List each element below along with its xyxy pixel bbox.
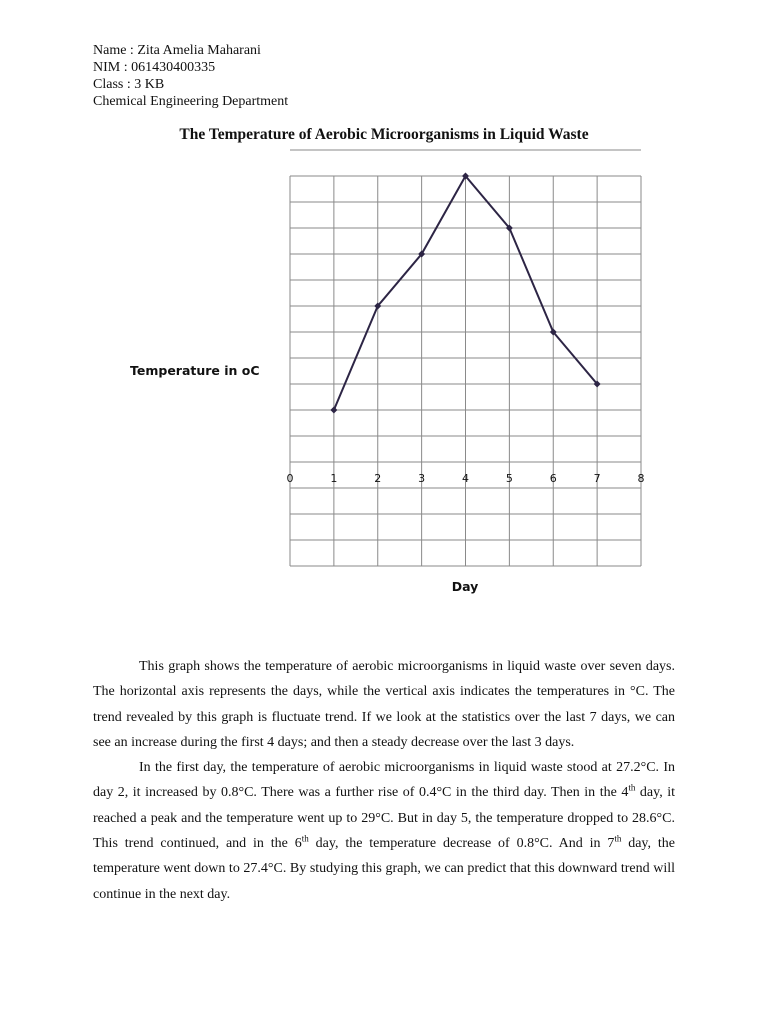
x-tick-label: 6 [549, 472, 557, 485]
superscript-7th: th [614, 833, 622, 844]
y-axis-label: Temperature in oC [130, 363, 260, 378]
student-class: Class : 3 KB [93, 77, 165, 92]
x-tick-label: 3 [418, 472, 426, 485]
superscript-6th: th [301, 833, 309, 844]
student-name: Name : Zita Amelia Maharani [93, 43, 261, 58]
x-axis-label: Day [451, 579, 479, 594]
paragraph-2-part-a: In the first day, the temperature of aerobic microorganisms in liquid waste stood at 27.2°C. In day 2, it increased by 0.8°C. There was a further rise of 0.4°C in the third day. Then in the 4 [93, 760, 675, 801]
x-tick-label: 8 [637, 472, 645, 485]
chart-title: The Temperature of Aerobic Microorganisms in Liquid Waste [179, 126, 589, 143]
x-tick-label: 0 [286, 472, 294, 485]
description [93, 654, 675, 907]
student-nim: NIM : 061430400335 [93, 60, 216, 75]
chart-grid [290, 150, 641, 566]
paragraph-2-part-b: day, it reached a peak and the temperature went up to 29°C. But in day 5, the temperature dropped to 28.6°C. This trend continued, and in the 6 [93, 785, 675, 852]
x-tick-label: 1 [330, 472, 338, 485]
paragraph-1: This graph shows the temperature of aerobic microorganisms in liquid waste over seven days. The horizontal axis represents the days, while the vertical axis indicates the temperatures in °C. The trend revealed by this graph is fluctuate trend. If we look at the statistics over the last 7 days, we can see an increase during the first 4 days; and then a steady decrease over the last 3 days. [93, 659, 675, 750]
superscript-4th: th [628, 782, 636, 793]
x-tick-label: 2 [374, 472, 382, 485]
x-axis-ticks [287, 472, 645, 485]
paragraph-2-part-c: day, the temperature decrease of 0.8°C. And in 7 [308, 836, 615, 852]
paragraph-2-part-d: day, the temperature went down to 27.4°C. By studying this graph, we can predict that this downward trend will continue in the next day. [93, 836, 675, 902]
x-tick-label: 5 [505, 472, 513, 485]
x-tick-label: 7 [593, 472, 601, 485]
student-department: Chemical Engineering Department [93, 94, 289, 109]
paragraph-2 [93, 755, 675, 907]
x-tick-label: 4 [462, 472, 469, 485]
data-point-marker [330, 407, 337, 414]
